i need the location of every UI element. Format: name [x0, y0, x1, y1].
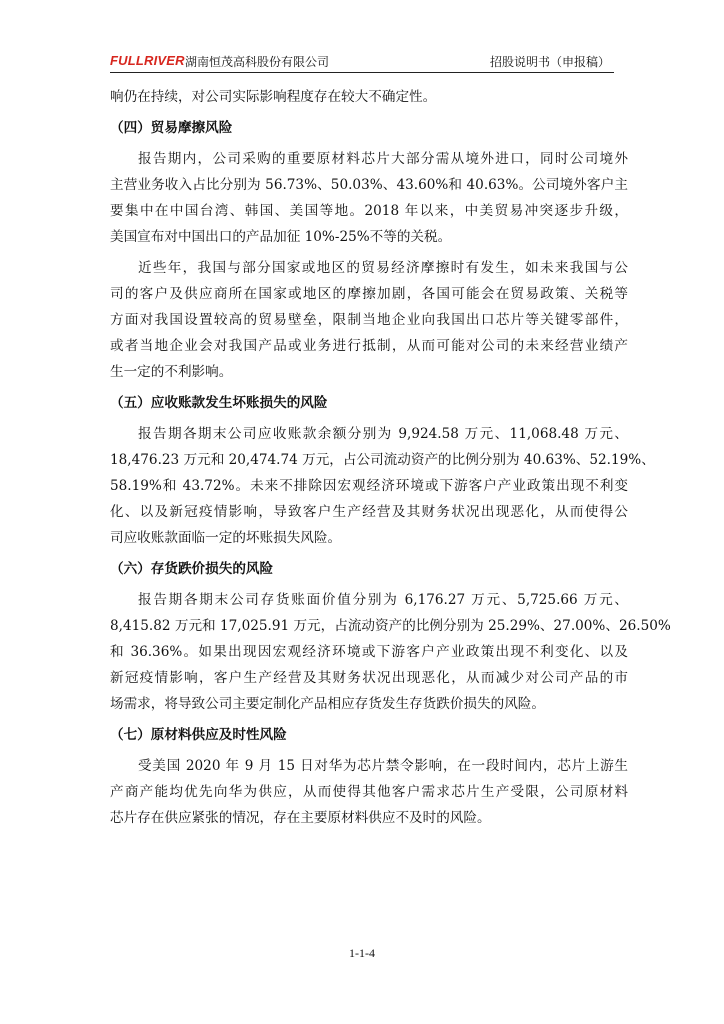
lead-line: 响仍在持续，对公司实际影响程度存在较大不确定性。 — [110, 89, 437, 105]
text-line: 方面对我国设置较高的贸易壁垒，限制当地企业向我国出口芯片等关键零部件， — [110, 312, 628, 328]
section-title-supply: （七）原材料供应及时性风险 — [110, 727, 287, 743]
text-line: 新冠疫情影响，客户生产经营及其财务状况出现恶化，从而减少对公司产品的市 — [110, 670, 628, 686]
text-line: 要集中在中国台湾、韩国、美国等地。2018 年以来，中美贸易冲突逐步升级， — [110, 203, 628, 219]
page-header — [110, 50, 614, 73]
text-line: 近些年，我国与部分国家或地区的贸易经济摩擦时有发生，如未来我国与公 — [138, 260, 628, 276]
paragraph-inventory — [110, 587, 671, 717]
company-name: 湖南恒茂高科股份有限公司 — [185, 55, 330, 69]
paragraph-receivables — [110, 421, 655, 551]
text-line: 司的客户及供应商所在国家或地区的摩擦加剧，各国可能会在贸易政策、关税等 — [110, 286, 628, 302]
section-title-trade-friction: （四）贸易摩擦风险 — [110, 120, 233, 136]
paragraph-trade-1 — [110, 146, 628, 250]
text-line: 报告期各期末公司存货账面价值分别为 6,176.27 万元、5,725.66 万元、 — [138, 592, 628, 608]
page-number: 1-1-4 — [349, 946, 375, 960]
text-line: 芯片存在供应紧张的情况，存在主要原材料供应不及时的风险。 — [110, 810, 491, 826]
text-line: 报告期内，公司采购的重要原材料芯片大部分需从境外进口，同时公司境外 — [138, 151, 628, 167]
paragraph-trade-2 — [110, 255, 628, 385]
text-line: 美国宣布对中国出口的产品加征 10%-25%不等的关税。 — [110, 229, 452, 245]
text-line: 主营业务收入占比分别为 56.73%、50.03%、43.60%和 40.63%。公司境外客户主 — [110, 177, 628, 193]
text-line: 和 36.36%。如果出现因宏观经济环境或下游客户产业政策出现不利变化、以及 — [110, 644, 628, 660]
text-line: 18,476.23 万元和 20,474.74 万元，占公司流动资产的比例分别为 40.63%、52.19%、 — [110, 452, 655, 468]
section-title-receivables: （五）应收账款发生坏账损失的风险 — [110, 395, 328, 411]
document-title: 招股说明书（申报稿） — [489, 55, 610, 69]
fullriver-logo: FULLRIVER — [110, 53, 185, 68]
text-line: 生一定的不利影响。 — [110, 364, 233, 380]
text-line: 产商产能均优先向华为供应，从而使得其他客户需求芯片生产受限，公司原材料 — [110, 784, 628, 800]
text-line: 或者当地企业会对我国产品或业务进行抵制，从而可能对公司的未来经营业绩产 — [110, 338, 628, 354]
text-line: 受美国 2020 年 9 月 15 日对华为芯片禁令影响，在一段时间内，芯片上游生 — [138, 758, 628, 774]
text-line: 场需求，将导致公司主要定制化产品相应存货发生存货跌价损失的风险。 — [110, 696, 545, 712]
text-line: 58.19%和 43.72%。未来不排除因宏观经济环境或下游客户产业政策出现不利变 — [110, 478, 628, 494]
page-content — [110, 84, 671, 831]
paragraph-supply — [110, 753, 628, 831]
text-line: 报告期各期末公司应收账款余额分别为 9,924.58 万元、11,068.48 万元、 — [138, 426, 628, 442]
text-line: 化、以及新冠疫情影响，导致客户生产经营及其财务状况出现恶化，从而使得公 — [110, 504, 628, 520]
text-line: 司应收账款面临一定的坏账损失风险。 — [110, 530, 342, 546]
text-line: 8,415.82 万元和 17,025.91 万元，占流动资产的比例分别为 25.29%、27.00%、26.50% — [110, 618, 671, 634]
section-title-inventory: （六）存货跌价损失的风险 — [110, 561, 274, 577]
